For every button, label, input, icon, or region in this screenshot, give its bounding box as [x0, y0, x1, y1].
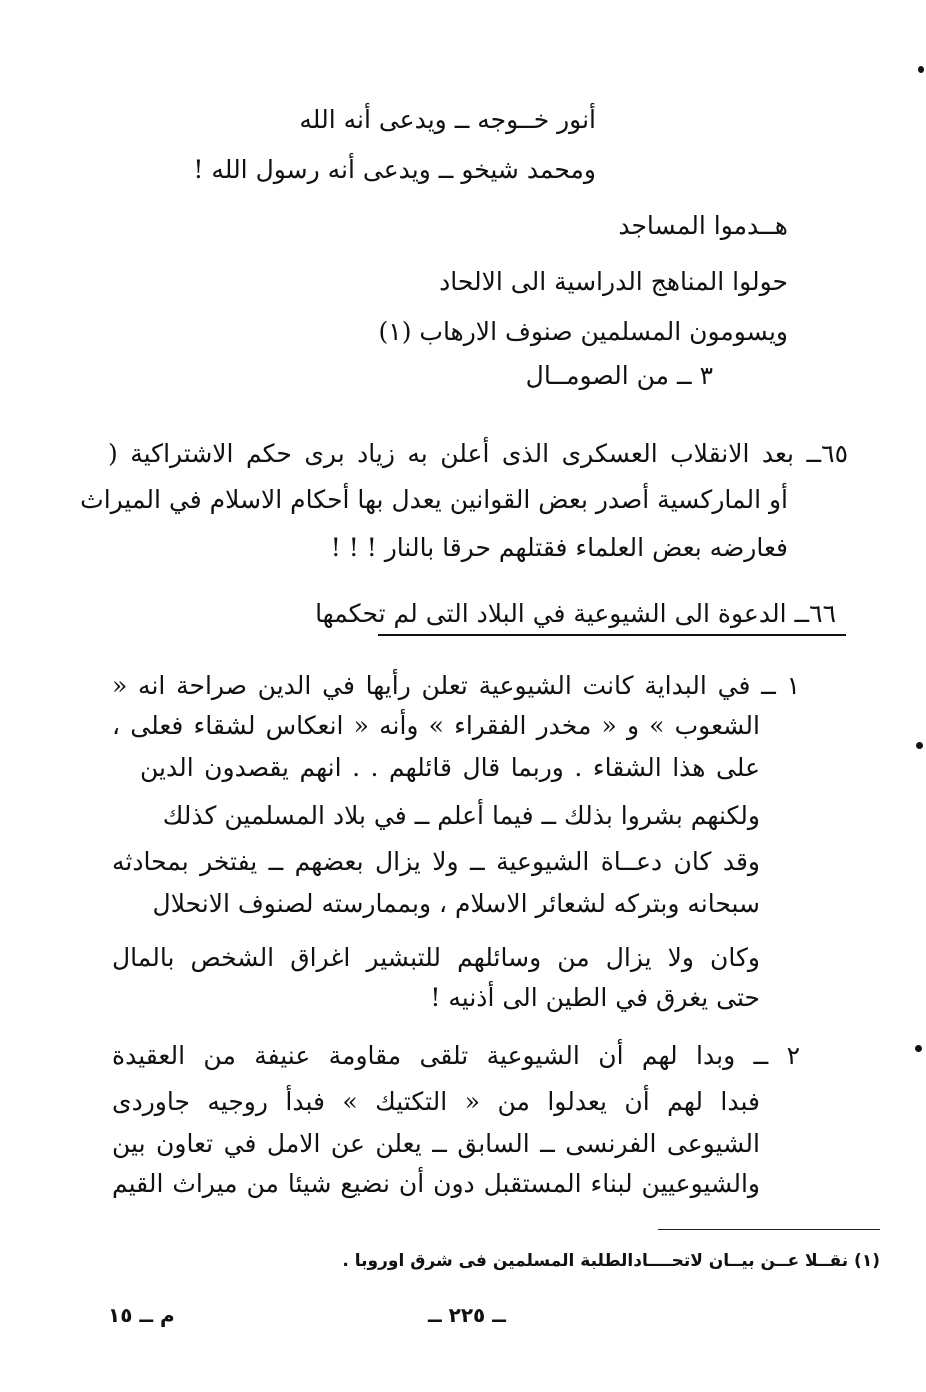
para-2-line-2: فبدا لهم أن يعدلوا من « التكتيك » فبدأ روجيه جاوردى — [112, 1087, 760, 1116]
page-number: ــ ٢٢٥ ــ — [428, 1303, 506, 1327]
scan-dot-lower — [915, 1045, 922, 1052]
scan-dot-middle — [916, 742, 923, 749]
para-1-line-4: ولكنهم بشروا بذلك ــ فيما أعلم ــ في بلاد المسلمين كذلك — [162, 801, 760, 830]
item-65-line-1: ٦٥ــ بعد الانقلاب العسكرى الذى أعلن به زياد برى حكم الاشتراكية ( — [108, 439, 848, 468]
signature-mark: م ــ ١٥ — [108, 1303, 175, 1327]
para-1-line-6: سبحانه وبتركه لشعائر الاسلام ، وبممارسته لصنوف الانحلال — [152, 889, 760, 918]
poem-top-line-1: أنور خــوجه ــ ويدعى أنه الله — [299, 105, 596, 134]
para-2-line-4: والشيوعيين لبناء المستقبل دون أن نضيع شيئا من ميراث القيم — [112, 1169, 760, 1198]
heading-underline — [378, 634, 846, 636]
item-65-line-3: فعارضه بعض العلماء فقتلهم حرقا بالنار ! ! ! — [330, 533, 788, 562]
section-heading-somalia: ٣ ــ من الصومــال — [525, 361, 713, 390]
footnote-separator — [658, 1229, 880, 1230]
para-2-line-1: ٢ ــ وبدا لهم أن الشيوعية تلقى مقاومة عنيفة من العقيدة — [112, 1041, 800, 1070]
para-1-line-7: وكان ولا يزال من وسائلهم للتبشير اغراق الشخص بالمال — [112, 943, 760, 972]
item-65-line-2: أو الماركسية أصدر بعض القوانين يعدل بها أحكام الاسلام في الميراث — [80, 485, 788, 514]
poem-top-line-2: ومحمد شيخو ــ ويدعى أنه رسول الله ! — [193, 155, 596, 184]
poem-bottom-line-2: حولوا المناهج الدراسية الى الالحاد — [439, 267, 788, 296]
scan-dot-top — [918, 66, 924, 73]
para-2-line-3: الشيوعى الفرنسى ــ السابق ــ يعلن عن الامل في تعاون بين — [112, 1129, 760, 1158]
poem-bottom-line-1: هــدموا المساجد — [618, 211, 788, 240]
para-1-line-2: الشعوب » و « مخدر الفقراء » وأنه « انعكاس لشقاء فعلى ، — [112, 711, 760, 740]
para-1-line-3: على هذا الشقاء . وربما قال قائلهم . . انهم يقصدون الدين — [140, 753, 760, 782]
footnote: (١) نقــلا عــن بيــان لاتحــــادالطلبة المسلمين فى شرق اوروبا . — [342, 1251, 880, 1271]
para-1-line-8: حتى يغرق في الطين الى أذنيه ! — [430, 983, 760, 1012]
para-1-line-5: وقد كان دعــاة الشيوعية ــ ولا يزال بعضهم ــ يفتخر بمحادثه — [112, 847, 760, 876]
para-1-line-1: ١ ــ في البداية كانت الشيوعية تعلن رأيها في الدين صراحة انه « — [112, 671, 800, 700]
item-66-heading: ٦٦ــ الدعوة الى الشيوعية في البلاد التى لم تحكمها — [315, 599, 836, 628]
poem-bottom-line-3: ويسومون المسلمين صنوف الارهاب (١) — [378, 317, 788, 346]
